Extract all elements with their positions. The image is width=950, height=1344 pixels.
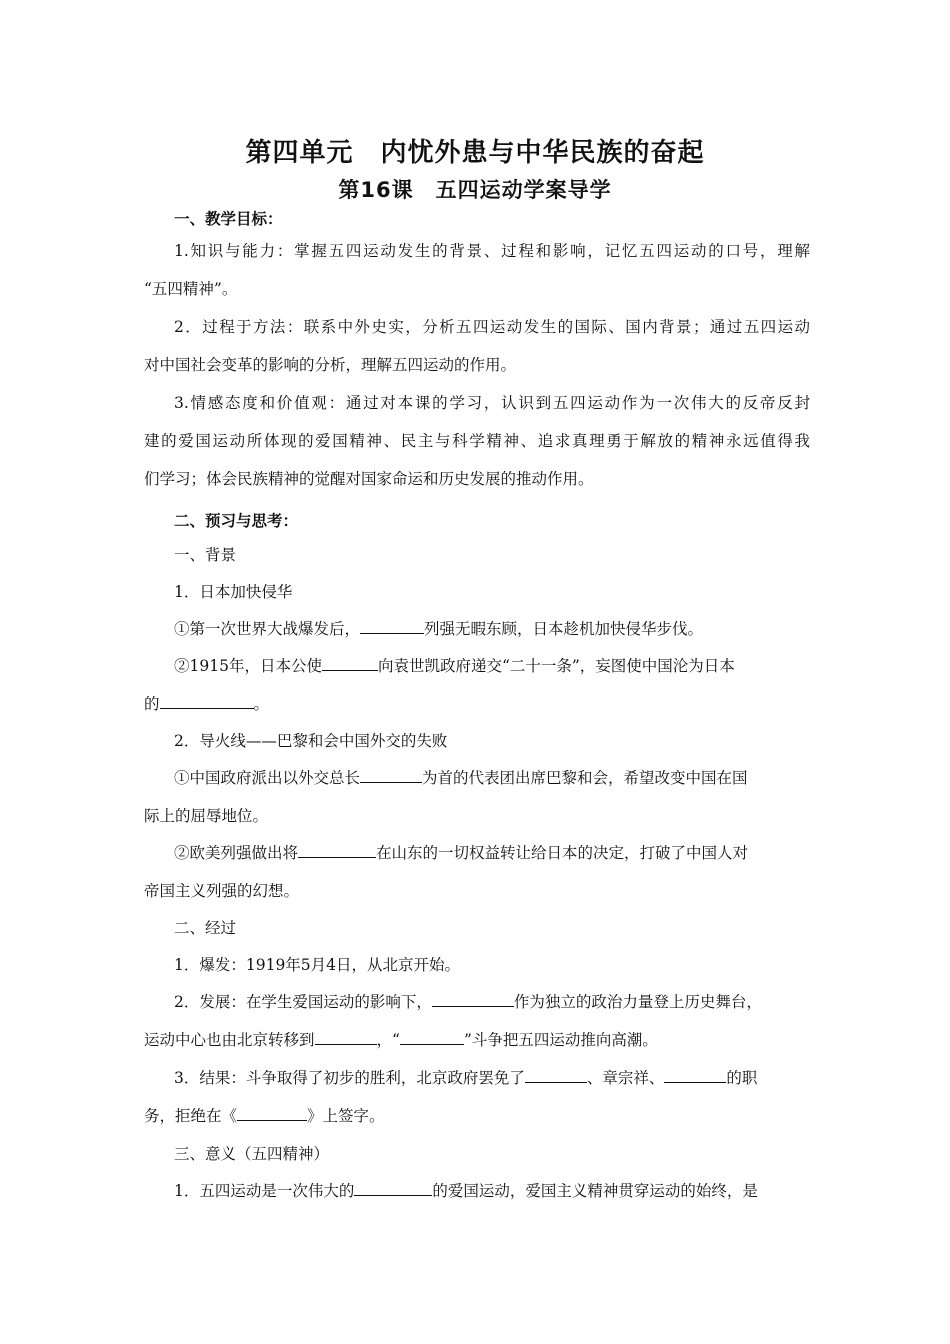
fill-in-item xyxy=(144,1106,810,1126)
text-fragment: ，“ xyxy=(376,1031,400,1049)
answer-blank[interactable] xyxy=(354,1181,432,1196)
continuation-line: 际上的屈辱地位。 xyxy=(144,807,269,825)
objective-3-line-3: 们学习；体会民族精神的觉醒对国家命运和历史发展的推动作用。 xyxy=(144,470,594,488)
answer-blank[interactable] xyxy=(525,1068,587,1083)
fill-in-item xyxy=(174,1181,810,1201)
text-fragment: 3．结果：斗争取得了初步的胜利，北京政府罢免了 xyxy=(174,1069,525,1087)
text-fragment: 运动中心也由北京转移到 xyxy=(144,1031,315,1049)
item-fuse-paris-conference: 2．导火线——巴黎和会中国外交的失败 xyxy=(174,732,448,750)
text-fragment: ①中国政府派出以外交总长 xyxy=(174,769,361,787)
answer-blank[interactable] xyxy=(298,843,376,858)
text-fragment: 。 xyxy=(253,695,270,713)
fill-in-item xyxy=(174,656,810,676)
text-fragment: 列强无暇东顾，日本趁机加快侵华步伐。 xyxy=(424,620,704,638)
unit-title: 第四单元 内忧外患与中华民族的奋起 xyxy=(245,138,705,168)
fill-in-item xyxy=(174,1068,810,1088)
section-heading-objectives: 一、教学目标： xyxy=(174,210,283,228)
objective-2-line-1: 2．过程于方法：联系中外史实，分析五四运动发生的国际、国内背景；通过五四运动 xyxy=(174,318,810,336)
item-outbreak: 1．爆发：1919年5月4日，从北京开始。 xyxy=(174,956,461,974)
objective-2-line-2: 对中国社会变革的影响的分析，理解五四运动的作用。 xyxy=(144,356,517,374)
text-fragment: 》上签字。 xyxy=(307,1107,385,1125)
lesson-title: 第16课 五四运动学案导学 xyxy=(338,178,612,202)
text-fragment: 在山东的一切权益转让给日本的决定，打破了中国人对 xyxy=(376,844,749,862)
answer-blank[interactable] xyxy=(432,992,514,1007)
fill-in-item xyxy=(174,843,810,863)
text-fragment: 1．五四运动是一次伟大的 xyxy=(174,1182,355,1200)
text-fragment: 的爱国运动，爱国主义精神贯穿运动的始终，是 xyxy=(432,1182,758,1200)
answer-blank[interactable] xyxy=(237,1106,307,1121)
text-fragment: 作为独立的政治力量登上历史舞台， xyxy=(513,993,762,1011)
part-heading-process: 二、经过 xyxy=(174,919,237,937)
text-fragment: 2．发展：在学生爱国运动的影响下， xyxy=(174,993,432,1011)
answer-blank[interactable] xyxy=(360,619,424,634)
text-fragment: 、章宗祥、 xyxy=(586,1069,665,1087)
text-fragment: 的职 xyxy=(726,1069,758,1087)
text-fragment: 务，拒绝在《 xyxy=(144,1107,238,1125)
fill-in-item xyxy=(174,768,810,788)
text-fragment: ①第一次世界大战爆发后， xyxy=(174,620,361,638)
fill-in-item xyxy=(144,1030,810,1050)
part-heading-significance: 三、意义（五四精神） xyxy=(174,1145,330,1163)
part-heading-background: 一、背景 xyxy=(174,546,237,564)
answer-blank[interactable] xyxy=(322,656,378,671)
answer-blank[interactable] xyxy=(315,1030,377,1045)
continuation-line: 帝国主义列强的幻想。 xyxy=(144,882,300,900)
text-fragment: 为首的代表团出席巴黎和会，希望改变中国在国 xyxy=(422,769,748,787)
fill-in-item xyxy=(174,619,810,639)
answer-blank[interactable] xyxy=(360,768,422,783)
item-japan-aggression: 1．日本加快侵华 xyxy=(174,583,293,601)
objective-1-line-1: 1.知识与能力：掌握五四运动发生的背景、过程和影响，记忆五四运动的口号，理解 xyxy=(174,242,810,260)
fill-in-item xyxy=(144,694,810,714)
text-fragment: 的 xyxy=(144,695,160,713)
text-fragment: ”斗争把五四运动推向高潮。 xyxy=(463,1031,658,1049)
answer-blank[interactable] xyxy=(400,1030,464,1045)
objective-1-line-2: “五四精神”。 xyxy=(144,280,238,298)
section-heading-preview: 二、预习与思考： xyxy=(174,512,299,530)
objective-3-line-1: 3.情感态度和价值观：通过对本课的学习，认识到五四运动作为一次伟大的反帝反封 xyxy=(174,394,810,412)
answer-blank[interactable] xyxy=(160,694,254,709)
text-fragment: 向袁世凯政府递交“二十一条”，妄图使中国沦为日本 xyxy=(377,657,735,675)
answer-blank[interactable] xyxy=(664,1068,726,1083)
fill-in-item xyxy=(174,992,810,1012)
text-fragment: ②欧美列强做出将 xyxy=(174,844,299,862)
objective-3-line-2: 建的爱国运动所体现的爱国精神、民主与科学精神、追求真理勇于解放的精神永远值得我 xyxy=(144,432,810,450)
text-fragment: ②1915年，日本公使 xyxy=(174,657,322,675)
